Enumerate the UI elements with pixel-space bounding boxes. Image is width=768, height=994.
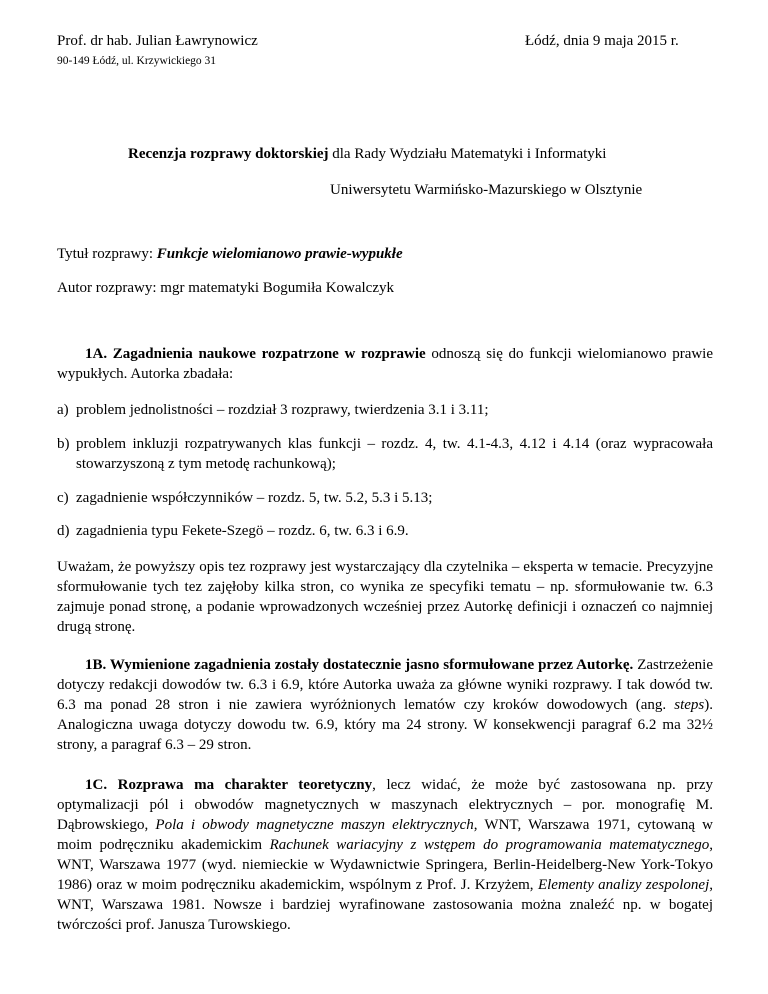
title-line	[57, 246, 403, 263]
paragraph-uwazam: Uważam, że powyższy opis tez rozprawy jest wystarczający dla czytelnika – eksperta w temacie. Precyzyjne sformułowanie tych tez zajęłoby kilka stron, co wynika ze specyfiki tematu – np. sformułowanie tw. 6.3 zajmuje ponad stronę, a podanie wprowadzonych wcześniej przez Autorkę definicji i oznaczeń co najmniej drugą stronę.	[57, 559, 713, 635]
heading-line-1	[128, 146, 606, 163]
section-1b-heading: 1B. Wymienione zagadnienia zostały dostatecznie jasno sformułowane przez Autorkę.	[85, 657, 634, 673]
list-item-text: problem jednolistności – rozdział 3 rozprawy, twierdzenia 3.1 i 3.11;	[76, 402, 489, 418]
section-1c-text-2: , WNT, Warszawa 1971, cytowaną w moim podręczniku akademickim	[57, 817, 713, 853]
list-item-label: c)	[57, 490, 69, 506]
section-1c-book-1: Pola i obwody magnetyczne maszyn elektrycznych	[155, 817, 474, 833]
header-place-date: Łódź, dnia 9 maja 2015 r.	[525, 33, 679, 49]
section-1b-steps: steps	[674, 697, 705, 713]
section-1a-heading: 1A. Zagadnienia naukowe rozpatrzone w rozprawie	[85, 346, 426, 362]
list-item-text: zagadnienie współczynników – rozdz. 5, tw. 5.2, 5.3 i 5.13;	[76, 490, 433, 506]
section-1c-text-4: , WNT, Warszawa 1981. Nowsze i bardziej wyrafinowane zastosowania można znaleźć np. w bogatej twórczości prof. Janusza Turowskiego.	[57, 877, 713, 933]
section-1c-book-3: Elementy analizy zespolonej	[537, 877, 710, 893]
list-item-text: zagadnienia typu Fekete-Szegö – rozdz. 6, tw. 6.3 i 6.9.	[76, 523, 409, 539]
section-1b	[57, 655, 713, 755]
heading-rest: dla Rady Wydziału Matematyki i Informatyki	[328, 146, 607, 162]
section-1c	[57, 775, 713, 935]
list-item	[57, 488, 713, 508]
section-1c-heading: 1C. Rozprawa ma charakter teoretyczny	[85, 777, 373, 793]
section-1c-text-1: , lecz widać, że może być zastosowana np. przy optymalizacji pól i obwodów magnetycznych w maszynach elektrycznych – por. monografię M. Dąbrowskiego,	[57, 777, 713, 833]
list-item	[57, 434, 713, 474]
section-1c-text-3: , WNT, Warszawa 1977 (wyd. niemieckie w Wydawnictwie Springera, Berlin-Heidelberg-New York-Tokyo 1986) oraz w moim podręczniku akademickim, wspólnym z Prof. J. Krzyżem,	[57, 837, 713, 893]
list-item-label: b)	[57, 436, 70, 452]
list-item	[57, 400, 713, 420]
list-item	[57, 521, 713, 541]
list-item-label: d)	[57, 523, 70, 539]
list-item-label: a)	[57, 402, 69, 418]
section-1b-text-2: ). Analogiczna uwaga dotyczy dowodu tw. 6.9, który ma 24 strony. W konsekwencji paragraf 6.2 ma 32½ strony, a paragraf 6.3 – 29 stron.	[57, 697, 713, 753]
header-address: 90-149 Łódź, ul. Krzywickiego 31	[57, 55, 217, 67]
list-item-text: problem inkluzji rozpatrywanych klas funkcji – rozdz. 4, tw. 4.1-4.3, 4.12 i 4.14 (oraz wypracowała stowarzyszoną z tym metodę rachunkową);	[76, 436, 713, 472]
section-1b-text-1: Zastrzeżenie dotyczy redakcji dowodów tw. 6.3 i 6.9, które Autorka uważa za główne wyniki rozprawy. I tak dowód tw. 6.3 ma ponad 28 stron i nie zawiera wyróżnionych lematów czy kroków dowodowych (ang.	[57, 657, 713, 713]
heading-bold: Recenzja rozprawy doktorskiej	[128, 146, 329, 162]
author-line: Autor rozprawy: mgr matematyki Bogumiła Kowalczyk	[57, 280, 394, 296]
title-label: Tytuł rozprawy:	[57, 246, 157, 262]
section-1c-book-2: Rachunek wariacyjny z wstępem do programowania matematycznego	[269, 837, 710, 853]
heading-line-2: Uniwersytetu Warmińsko-Mazurskiego w Olsztynie	[330, 182, 643, 198]
header-author: Prof. dr hab. Julian Ławrynowicz	[57, 33, 258, 49]
section-1a	[57, 344, 713, 384]
section-1a-text: odnoszą się do funkcji wielomianowo prawie wypukłych. Autorka zbadała:	[57, 346, 714, 382]
dissertation-title: Funkcje wielomianowo prawie-wypukłe	[156, 246, 403, 262]
